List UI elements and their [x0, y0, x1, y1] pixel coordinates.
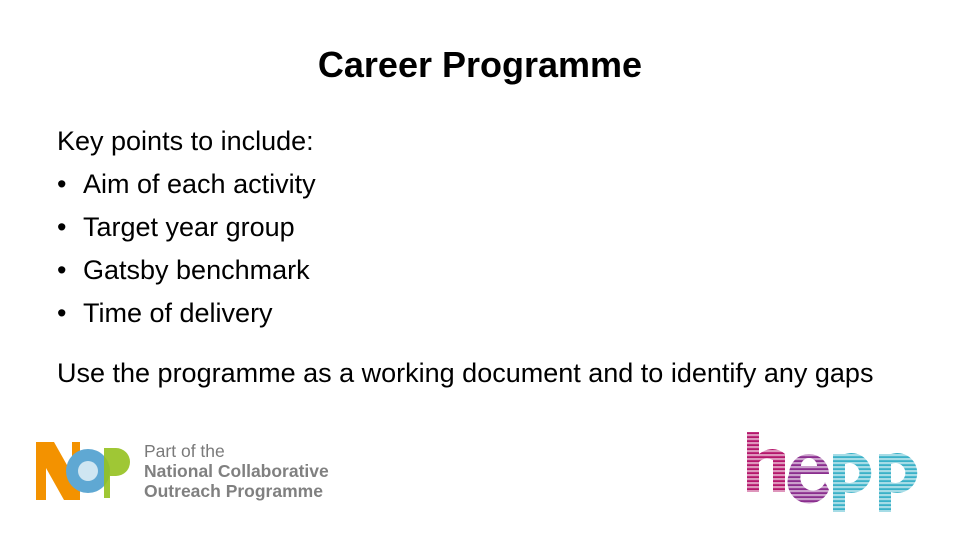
- bullet-icon: •: [57, 212, 67, 242]
- list-item: [57, 206, 316, 249]
- bullet-icon: •: [57, 255, 67, 285]
- ncop-line-1: Part of the: [144, 441, 225, 461]
- key-points-heading: Key points to include:: [57, 126, 314, 156]
- hepp-logo-icon: [745, 430, 925, 514]
- bullet-text: Gatsby benchmark: [83, 255, 310, 285]
- ncop-logo-mark-icon: [34, 438, 136, 504]
- bullet-text: Time of delivery: [83, 298, 273, 328]
- bullet-text: Target year group: [83, 212, 295, 242]
- ncop-line-3: Outreach Programme: [144, 481, 323, 501]
- list-item: [57, 163, 316, 206]
- key-points-block: [57, 120, 316, 335]
- key-points-list: [57, 163, 316, 335]
- usage-note: Use the programme as a working document and to identify any gaps: [57, 358, 874, 388]
- ncop-logo: [34, 438, 329, 504]
- ncop-logo-text: [144, 441, 329, 501]
- bullet-icon: •: [57, 169, 67, 199]
- ncop-line-2: National Collaborative: [144, 461, 329, 481]
- slide-title: Career Programme: [317, 44, 643, 85]
- bullet-icon: •: [57, 298, 67, 328]
- list-item: [57, 249, 316, 292]
- list-item: [57, 292, 316, 335]
- bullet-text: Aim of each activity: [83, 169, 316, 199]
